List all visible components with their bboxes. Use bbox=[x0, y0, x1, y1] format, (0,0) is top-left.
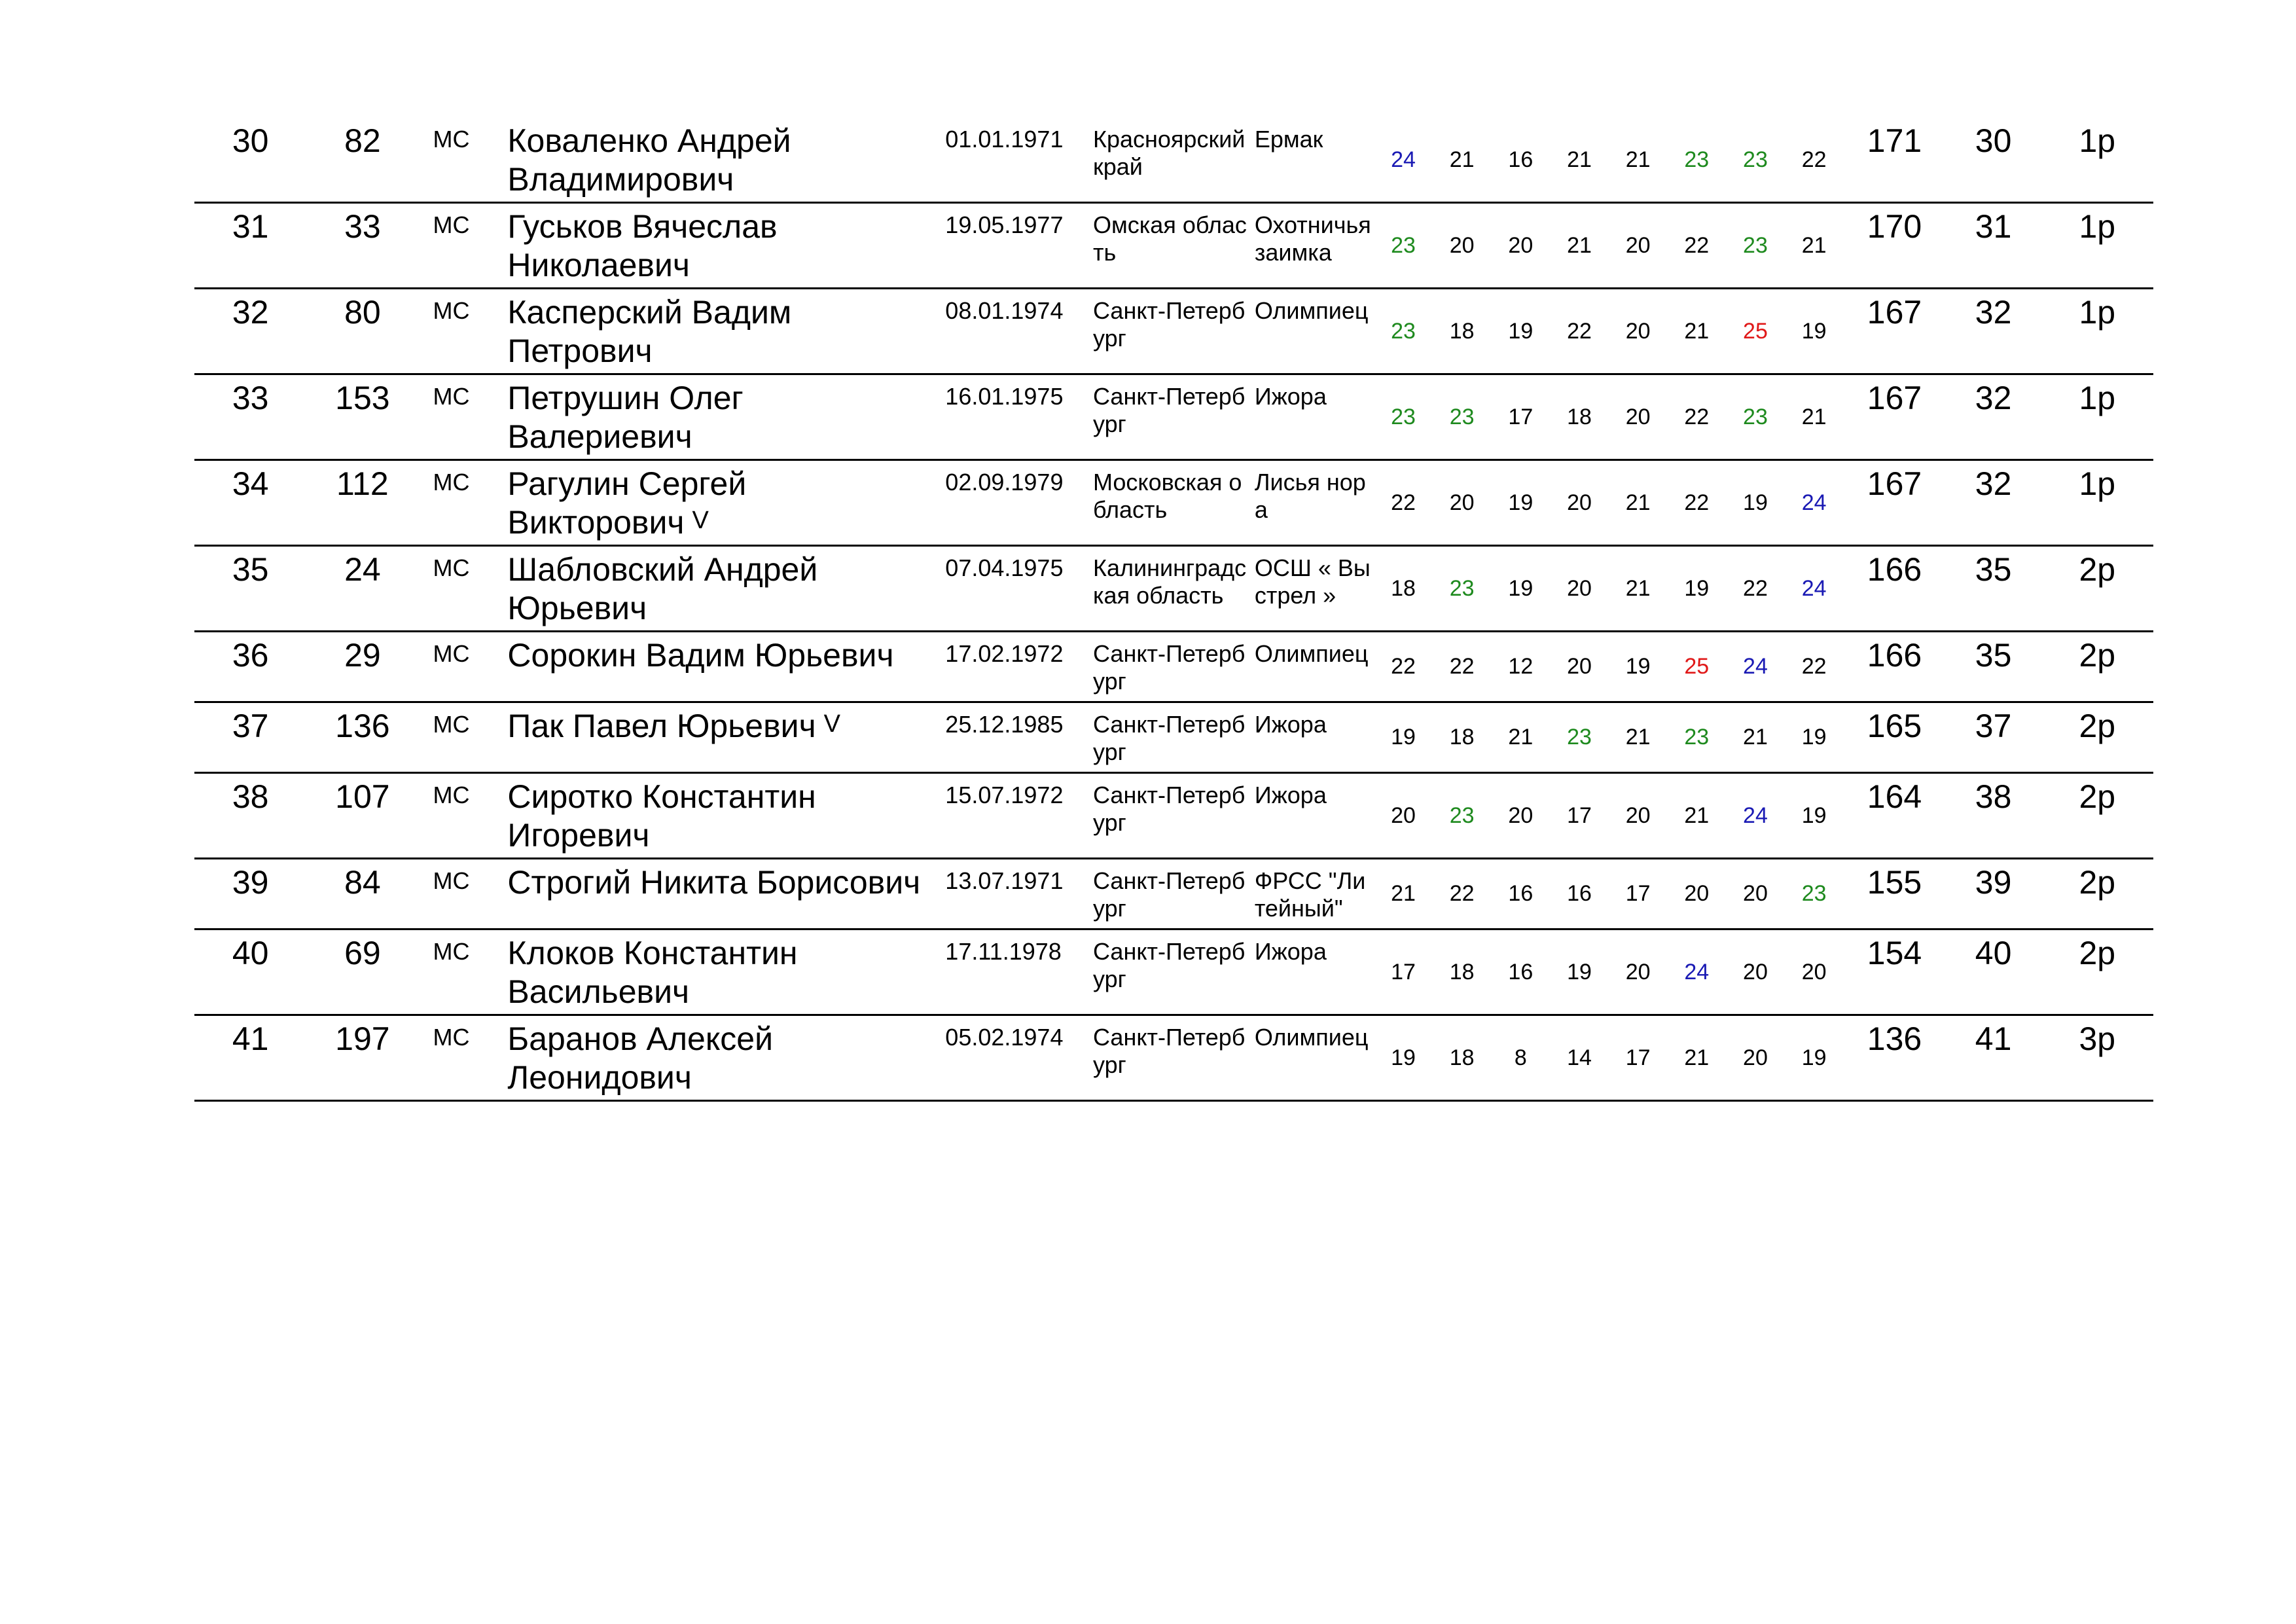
club-cell: Олимпиец bbox=[1252, 1015, 1374, 1100]
series-score-cell: 23 bbox=[1667, 702, 1726, 772]
grade-cell: 1р bbox=[2041, 374, 2153, 460]
club-cell: ОСШ « Выстрел » bbox=[1252, 546, 1374, 632]
series-score-cell: 23 bbox=[1550, 702, 1609, 772]
veteran-mark: V bbox=[823, 710, 840, 738]
athlete-name-cell bbox=[501, 546, 936, 632]
place-cell: 39 bbox=[194, 858, 306, 929]
series-score-cell: 23 bbox=[1433, 546, 1492, 632]
place-cell: 37 bbox=[194, 702, 306, 772]
athlete-name-cell bbox=[501, 289, 936, 374]
total-score-cell: 167 bbox=[1843, 289, 1945, 374]
birth-date-cell: 17.02.1972 bbox=[936, 632, 1090, 702]
athlete-name: Сиротко Константин Игоревич bbox=[507, 778, 816, 854]
region-cell: Санкт-Петербург bbox=[1090, 702, 1252, 772]
birth-date-cell: 25.12.1985 bbox=[936, 702, 1090, 772]
athlete-name: Клоков Константин Васильевич bbox=[507, 934, 798, 1010]
place-cell: 40 bbox=[194, 929, 306, 1015]
series-score-cell: 17 bbox=[1550, 772, 1609, 858]
series-score-cell: 20 bbox=[1550, 546, 1609, 632]
series-score-cell: 22 bbox=[1667, 374, 1726, 460]
series-score-cell: 25 bbox=[1726, 289, 1785, 374]
position-cell: 31 bbox=[1946, 203, 2041, 289]
sport-rank-cell: МС bbox=[419, 118, 501, 203]
series-score-cell: 19 bbox=[1609, 632, 1668, 702]
series-score-cell: 20 bbox=[1433, 460, 1492, 546]
series-score-cell: 23 bbox=[1726, 203, 1785, 289]
series-score-cell: 18 bbox=[1433, 1015, 1492, 1100]
place-cell: 30 bbox=[194, 118, 306, 203]
position-cell: 32 bbox=[1946, 374, 2041, 460]
series-score-cell: 24 bbox=[1374, 118, 1433, 203]
total-score-cell: 166 bbox=[1843, 632, 1945, 702]
sport-rank-cell: МС bbox=[419, 929, 501, 1015]
grade-cell: 3р bbox=[2041, 1015, 2153, 1100]
series-score-cell: 24 bbox=[1726, 772, 1785, 858]
club-cell: Олимпиец bbox=[1252, 632, 1374, 702]
sport-rank-cell: МС bbox=[419, 772, 501, 858]
birth-date-cell: 02.09.1979 bbox=[936, 460, 1090, 546]
place-cell: 38 bbox=[194, 772, 306, 858]
series-score-cell: 19 bbox=[1785, 702, 1844, 772]
table-row bbox=[194, 702, 2153, 772]
position-cell: 30 bbox=[1946, 118, 2041, 203]
table-row bbox=[194, 289, 2153, 374]
table-row bbox=[194, 118, 2153, 203]
series-score-cell: 14 bbox=[1550, 1015, 1609, 1100]
place-cell: 36 bbox=[194, 632, 306, 702]
position-cell: 40 bbox=[1946, 929, 2041, 1015]
athlete-name-cell bbox=[501, 374, 936, 460]
series-score-cell: 22 bbox=[1726, 546, 1785, 632]
athlete-name: Петрушин Олег Валериевич bbox=[507, 380, 744, 455]
series-score-cell: 16 bbox=[1492, 929, 1551, 1015]
place-cell: 31 bbox=[194, 203, 306, 289]
series-score-cell: 17 bbox=[1609, 858, 1668, 929]
total-score-cell: 167 bbox=[1843, 374, 1945, 460]
position-cell: 35 bbox=[1946, 632, 2041, 702]
athlete-name: Сорокин Вадим Юрьевич bbox=[507, 637, 894, 674]
series-score-cell: 20 bbox=[1726, 929, 1785, 1015]
athlete-name: Пак Павел Юрьевич bbox=[507, 707, 816, 744]
series-score-cell: 20 bbox=[1609, 203, 1668, 289]
series-score-cell: 21 bbox=[1667, 289, 1726, 374]
series-score-cell: 21 bbox=[1609, 546, 1668, 632]
series-score-cell: 17 bbox=[1374, 929, 1433, 1015]
bib-number-cell: 24 bbox=[306, 546, 418, 632]
series-score-cell: 20 bbox=[1609, 374, 1668, 460]
series-score-cell: 20 bbox=[1609, 772, 1668, 858]
grade-cell: 2р bbox=[2041, 772, 2153, 858]
series-score-cell: 20 bbox=[1609, 289, 1668, 374]
birth-date-cell: 08.01.1974 bbox=[936, 289, 1090, 374]
sport-rank-cell: МС bbox=[419, 374, 501, 460]
table-row bbox=[194, 374, 2153, 460]
series-score-cell: 20 bbox=[1492, 203, 1551, 289]
club-cell: Ермак bbox=[1252, 118, 1374, 203]
series-score-cell: 20 bbox=[1374, 772, 1433, 858]
sport-rank-cell: МС bbox=[419, 289, 501, 374]
veteran-mark: V bbox=[692, 507, 709, 534]
position-cell: 39 bbox=[1946, 858, 2041, 929]
series-score-cell: 21 bbox=[1609, 460, 1668, 546]
table-row bbox=[194, 858, 2153, 929]
series-score-cell: 19 bbox=[1492, 546, 1551, 632]
athlete-name: Строгий Никита Борисович bbox=[507, 863, 921, 901]
series-score-cell: 18 bbox=[1433, 929, 1492, 1015]
position-cell: 38 bbox=[1946, 772, 2041, 858]
grade-cell: 1р bbox=[2041, 289, 2153, 374]
grade-cell: 1р bbox=[2041, 118, 2153, 203]
position-cell: 32 bbox=[1946, 460, 2041, 546]
series-score-cell: 25 bbox=[1667, 632, 1726, 702]
series-score-cell: 22 bbox=[1374, 460, 1433, 546]
sport-rank-cell: МС bbox=[419, 702, 501, 772]
athlete-name: Гуськов Вячеслав Николаевич bbox=[507, 208, 778, 283]
total-score-cell: 166 bbox=[1843, 546, 1945, 632]
bib-number-cell: 136 bbox=[306, 702, 418, 772]
total-score-cell: 164 bbox=[1843, 772, 1945, 858]
results-rows bbox=[194, 118, 2153, 1100]
series-score-cell: 21 bbox=[1550, 203, 1609, 289]
series-score-cell: 24 bbox=[1785, 460, 1844, 546]
series-score-cell: 21 bbox=[1550, 118, 1609, 203]
series-score-cell: 17 bbox=[1609, 1015, 1668, 1100]
grade-cell: 2р bbox=[2041, 632, 2153, 702]
place-cell: 35 bbox=[194, 546, 306, 632]
series-score-cell: 20 bbox=[1667, 858, 1726, 929]
series-score-cell: 22 bbox=[1667, 460, 1726, 546]
series-score-cell: 23 bbox=[1374, 289, 1433, 374]
series-score-cell: 22 bbox=[1667, 203, 1726, 289]
total-score-cell: 136 bbox=[1843, 1015, 1945, 1100]
series-score-cell: 19 bbox=[1726, 460, 1785, 546]
series-score-cell: 19 bbox=[1492, 460, 1551, 546]
bib-number-cell: 80 bbox=[306, 289, 418, 374]
place-cell: 41 bbox=[194, 1015, 306, 1100]
series-score-cell: 19 bbox=[1374, 702, 1433, 772]
grade-cell: 2р bbox=[2041, 702, 2153, 772]
series-score-cell: 20 bbox=[1550, 460, 1609, 546]
series-score-cell: 22 bbox=[1433, 632, 1492, 702]
series-score-cell: 21 bbox=[1609, 118, 1668, 203]
series-score-cell: 18 bbox=[1550, 374, 1609, 460]
series-score-cell: 20 bbox=[1785, 929, 1844, 1015]
grade-cell: 1р bbox=[2041, 203, 2153, 289]
position-cell: 32 bbox=[1946, 289, 2041, 374]
series-score-cell: 23 bbox=[1374, 374, 1433, 460]
bib-number-cell: 84 bbox=[306, 858, 418, 929]
series-score-cell: 22 bbox=[1785, 118, 1844, 203]
athlete-name-cell bbox=[501, 772, 936, 858]
bib-number-cell: 112 bbox=[306, 460, 418, 546]
series-score-cell: 8 bbox=[1492, 1015, 1551, 1100]
series-score-cell: 21 bbox=[1785, 374, 1844, 460]
total-score-cell: 167 bbox=[1843, 460, 1945, 546]
place-cell: 33 bbox=[194, 374, 306, 460]
sport-rank-cell: МС bbox=[419, 460, 501, 546]
series-score-cell: 12 bbox=[1492, 632, 1551, 702]
series-score-cell: 17 bbox=[1492, 374, 1551, 460]
sport-rank-cell: МС bbox=[419, 858, 501, 929]
grade-cell: 1р bbox=[2041, 460, 2153, 546]
athlete-name-cell bbox=[501, 460, 936, 546]
club-cell: Олимпиец bbox=[1252, 289, 1374, 374]
series-score-cell: 20 bbox=[1609, 929, 1668, 1015]
athlete-name-cell bbox=[501, 929, 936, 1015]
series-score-cell: 24 bbox=[1667, 929, 1726, 1015]
region-cell: Санкт-Петербург bbox=[1090, 929, 1252, 1015]
club-cell: Ижора bbox=[1252, 374, 1374, 460]
bib-number-cell: 33 bbox=[306, 203, 418, 289]
athlete-name-cell bbox=[501, 118, 936, 203]
position-cell: 35 bbox=[1946, 546, 2041, 632]
athlete-name-cell bbox=[501, 203, 936, 289]
grade-cell: 2р bbox=[2041, 929, 2153, 1015]
sport-rank-cell: МС bbox=[419, 546, 501, 632]
series-score-cell: 22 bbox=[1433, 858, 1492, 929]
series-score-cell: 19 bbox=[1374, 1015, 1433, 1100]
table-row bbox=[194, 1015, 2153, 1100]
club-cell: Ижора bbox=[1252, 929, 1374, 1015]
birth-date-cell: 16.01.1975 bbox=[936, 374, 1090, 460]
series-score-cell: 19 bbox=[1785, 289, 1844, 374]
birth-date-cell: 07.04.1975 bbox=[936, 546, 1090, 632]
place-cell: 34 bbox=[194, 460, 306, 546]
series-score-cell: 21 bbox=[1374, 858, 1433, 929]
birth-date-cell: 01.01.1971 bbox=[936, 118, 1090, 203]
bib-number-cell: 69 bbox=[306, 929, 418, 1015]
bib-number-cell: 29 bbox=[306, 632, 418, 702]
region-cell: Омская область bbox=[1090, 203, 1252, 289]
series-score-cell: 22 bbox=[1374, 632, 1433, 702]
series-score-cell: 21 bbox=[1667, 772, 1726, 858]
series-score-cell: 16 bbox=[1492, 858, 1551, 929]
bib-number-cell: 107 bbox=[306, 772, 418, 858]
series-score-cell: 20 bbox=[1492, 772, 1551, 858]
series-score-cell: 18 bbox=[1374, 546, 1433, 632]
series-score-cell: 19 bbox=[1785, 1015, 1844, 1100]
region-cell: Санкт-Петербург bbox=[1090, 632, 1252, 702]
athlete-name: Шабловский Андрей Юрьевич bbox=[507, 551, 818, 626]
sport-rank-cell: МС bbox=[419, 203, 501, 289]
table-row bbox=[194, 632, 2153, 702]
table-row bbox=[194, 929, 2153, 1015]
table-row bbox=[194, 203, 2153, 289]
series-score-cell: 22 bbox=[1785, 632, 1844, 702]
bib-number-cell: 197 bbox=[306, 1015, 418, 1100]
athlete-name-cell bbox=[501, 632, 936, 702]
athlete-name-cell bbox=[501, 702, 936, 772]
total-score-cell: 165 bbox=[1843, 702, 1945, 772]
birth-date-cell: 15.07.1972 bbox=[936, 772, 1090, 858]
birth-date-cell: 19.05.1977 bbox=[936, 203, 1090, 289]
birth-date-cell: 17.11.1978 bbox=[936, 929, 1090, 1015]
series-score-cell: 24 bbox=[1726, 632, 1785, 702]
club-cell: Ижора bbox=[1252, 702, 1374, 772]
series-score-cell: 23 bbox=[1667, 118, 1726, 203]
series-score-cell: 21 bbox=[1726, 702, 1785, 772]
athlete-name-cell bbox=[501, 858, 936, 929]
series-score-cell: 23 bbox=[1433, 374, 1492, 460]
grade-cell: 2р bbox=[2041, 858, 2153, 929]
series-score-cell: 21 bbox=[1609, 702, 1668, 772]
series-score-cell: 16 bbox=[1492, 118, 1551, 203]
series-score-cell: 20 bbox=[1726, 1015, 1785, 1100]
athlete-name: Рагулин Сергей Викторович bbox=[507, 465, 747, 541]
grade-cell: 2р bbox=[2041, 546, 2153, 632]
athlete-name-cell bbox=[501, 1015, 936, 1100]
series-score-cell: 23 bbox=[1374, 203, 1433, 289]
table-row bbox=[194, 460, 2153, 546]
series-score-cell: 21 bbox=[1433, 118, 1492, 203]
sport-rank-cell: МС bbox=[419, 632, 501, 702]
position-cell: 37 bbox=[1946, 702, 2041, 772]
total-score-cell: 154 bbox=[1843, 929, 1945, 1015]
club-cell: Охотничья заимка bbox=[1252, 203, 1374, 289]
series-score-cell: 24 bbox=[1785, 546, 1844, 632]
series-score-cell: 23 bbox=[1726, 374, 1785, 460]
club-cell: ФРСС "Литейный" bbox=[1252, 858, 1374, 929]
series-score-cell: 16 bbox=[1550, 858, 1609, 929]
region-cell: Санкт-Петербург bbox=[1090, 772, 1252, 858]
region-cell: Санкт-Петербург bbox=[1090, 289, 1252, 374]
birth-date-cell: 13.07.1971 bbox=[936, 858, 1090, 929]
series-score-cell: 20 bbox=[1726, 858, 1785, 929]
region-cell: Санкт-Петербург bbox=[1090, 1015, 1252, 1100]
club-cell: Ижора bbox=[1252, 772, 1374, 858]
series-score-cell: 23 bbox=[1433, 772, 1492, 858]
series-score-cell: 18 bbox=[1433, 289, 1492, 374]
total-score-cell: 171 bbox=[1843, 118, 1945, 203]
series-score-cell: 19 bbox=[1550, 929, 1609, 1015]
series-score-cell: 23 bbox=[1785, 858, 1844, 929]
bib-number-cell: 153 bbox=[306, 374, 418, 460]
athlete-name: Коваленко Андрей Владимирович bbox=[507, 122, 791, 198]
club-cell: Лисья нора bbox=[1252, 460, 1374, 546]
region-cell: Санкт-Петербург bbox=[1090, 858, 1252, 929]
region-cell: Московская область bbox=[1090, 460, 1252, 546]
region-cell: Санкт-Петербург bbox=[1090, 374, 1252, 460]
series-score-cell: 19 bbox=[1667, 546, 1726, 632]
series-score-cell: 19 bbox=[1492, 289, 1551, 374]
total-score-cell: 155 bbox=[1843, 858, 1945, 929]
sport-rank-cell: МС bbox=[419, 1015, 501, 1100]
athlete-name: Баранов Алексей Леонидович bbox=[507, 1020, 774, 1096]
region-cell: Калининградская область bbox=[1090, 546, 1252, 632]
series-score-cell: 21 bbox=[1667, 1015, 1726, 1100]
bib-number-cell: 82 bbox=[306, 118, 418, 203]
results-table bbox=[194, 118, 2153, 1102]
region-cell: Красноярский край bbox=[1090, 118, 1252, 203]
table-row bbox=[194, 772, 2153, 858]
series-score-cell: 20 bbox=[1550, 632, 1609, 702]
series-score-cell: 22 bbox=[1550, 289, 1609, 374]
series-score-cell: 21 bbox=[1785, 203, 1844, 289]
position-cell: 41 bbox=[1946, 1015, 2041, 1100]
place-cell: 32 bbox=[194, 289, 306, 374]
series-score-cell: 20 bbox=[1433, 203, 1492, 289]
series-score-cell: 23 bbox=[1726, 118, 1785, 203]
series-score-cell: 21 bbox=[1492, 702, 1551, 772]
total-score-cell: 170 bbox=[1843, 203, 1945, 289]
birth-date-cell: 05.02.1974 bbox=[936, 1015, 1090, 1100]
athlete-name: Касперский Вадим Петрович bbox=[507, 294, 792, 369]
table-row bbox=[194, 546, 2153, 632]
series-score-cell: 18 bbox=[1433, 702, 1492, 772]
series-score-cell: 19 bbox=[1785, 772, 1844, 858]
